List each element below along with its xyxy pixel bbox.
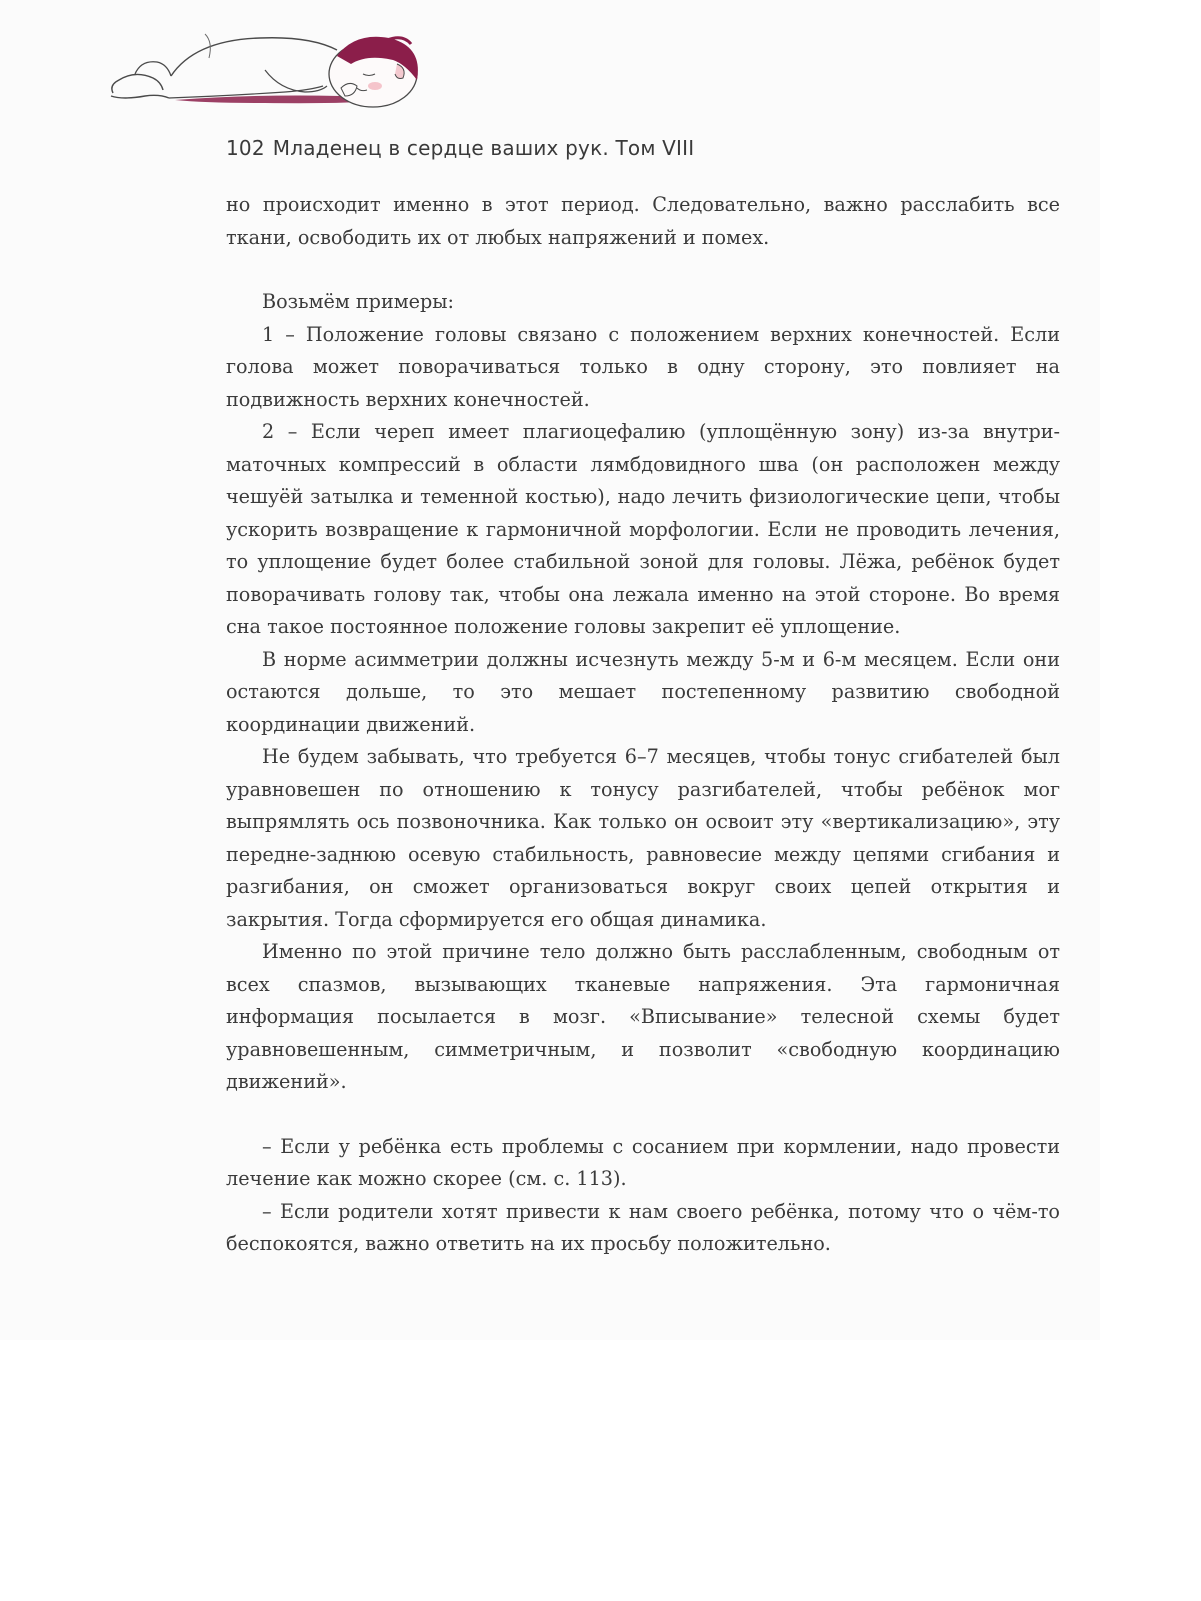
paragraph: 2 – Если череп имеет плагиоцефалию (уплощённую зону) из-за внутриматочных компрессий в области лямбдовидного шва (он расположен между чешуёй затылка и теменной костью), надо лечить физиологические цепи, чтобы ускорить возвращение к гармоничной морфологии. Если не проводить лечения, то уплощение будет более стабильной зоной для головы. Лёжа, ребёнок будет поворачивать голову так, чтобы она лежала именно на этой стороне. Во время сна такое постоянное положение головы закрепит её уплощение. (226, 420, 1060, 638)
paragraph: Не будем забывать, что требуется 6–7 месяцев, чтобы тонус сгибателей был уравновешен по отношению к тонусу разгибателей, чтобы ребёнок мог выпрямлять ось позвоночника. Как только он освоит эту «вертикализацию», эту передне-заднюю осевую стабильность, равновесие между цепями сгибания и разгибания, он сможет организоваться вокруг своих цепей открытия и закрытия. Тогда сформируется его общая динамика. (226, 745, 1060, 931)
paragraph: Именно по этой причине тело должно быть расслабленным, свободным от всех спазмов, вызывающих тканевые напряжения. Эта гармоничная информация посылается в мозг. «Вписывание» телесной схемы будет уравновешенным, симметричным, и позволит «свободную координацию движений». (226, 940, 1060, 1093)
sleeping-baby-icon (105, 30, 435, 112)
paragraph: но происходит именно в этот период. Следовательно, важно расслабить все ткани, освободить их от любых напряжений и помех. (226, 193, 1060, 249)
paragraph: В норме асимметрии должны исчезнуть между 5-м и 6-м месяцем. Если они остаются дольше, то это мешает постепенному развитию свободной координации движений. (226, 647, 1060, 736)
paragraph: 1 – Положение головы связано с положением верхних конечностей. Если голова может поворачиваться только в одну сторону, это повлияет на подвижность верхних конечностей. (226, 322, 1060, 411)
body-text (226, 189, 1060, 1261)
book-title: Младенец в сердце ваших рук. Том VIII (272, 136, 695, 160)
page-number: 102 (226, 136, 265, 160)
paragraph: – Если у ребёнка есть проблемы с сосанием при кормлении, надо провести лечение как можно скорее (см. с. 113). (226, 1134, 1060, 1190)
running-header (226, 136, 694, 160)
paragraph: – Если родители хотят привести к нам своего ребёнка, потому что о чём-то беспокоятся, важно ответить на их просьбу положительно. (226, 1199, 1060, 1255)
paragraph: Возьмём примеры: (262, 290, 455, 313)
